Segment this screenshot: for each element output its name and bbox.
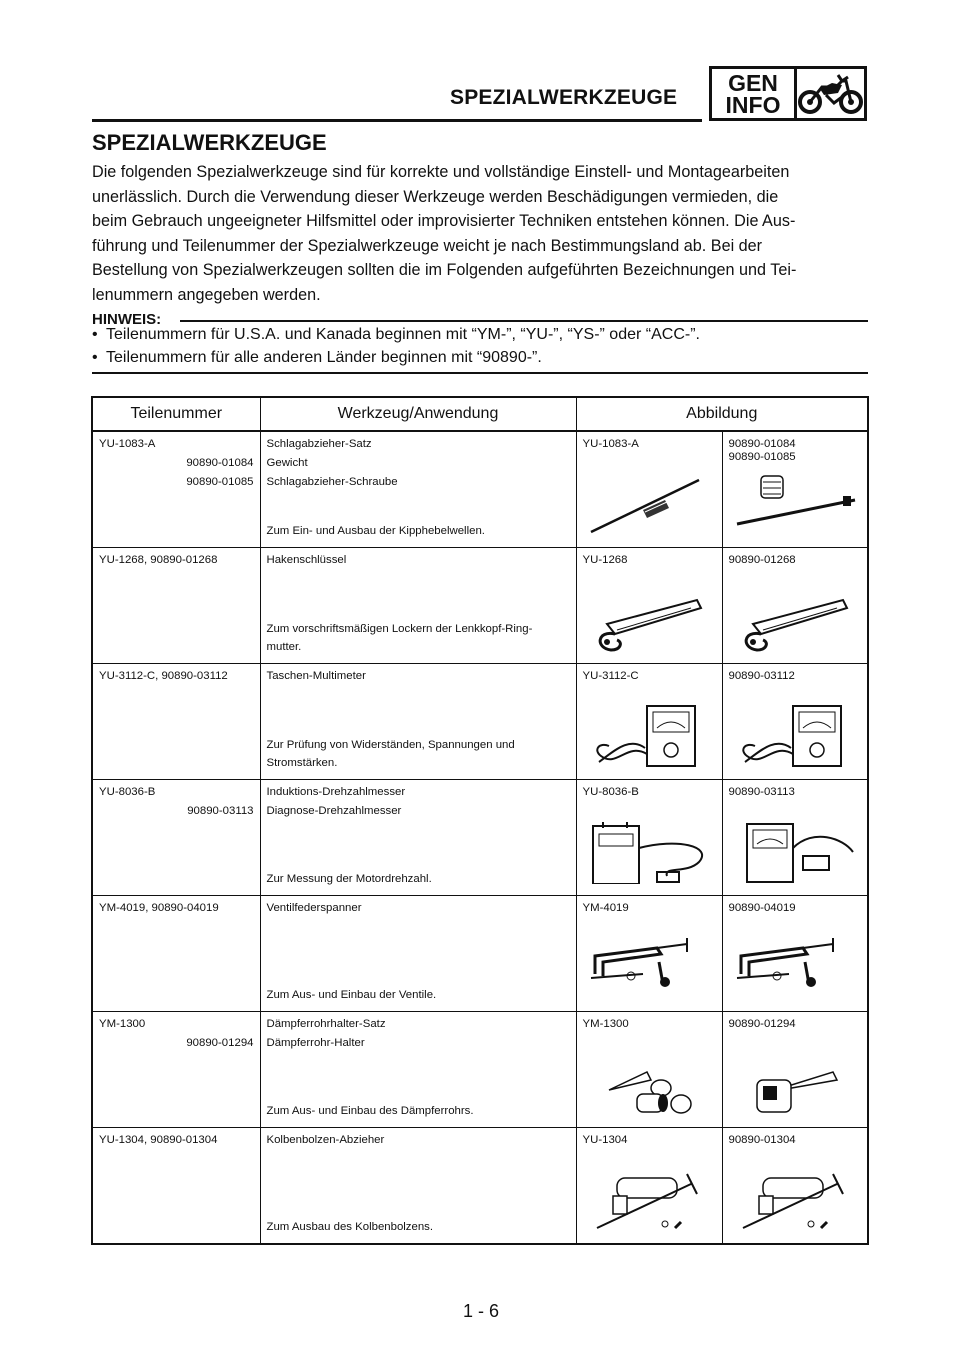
table-row	[92, 896, 868, 1012]
badge-line1: GEN	[728, 69, 778, 96]
figure-cell-us	[576, 548, 722, 664]
figure-part-number: YM-1300	[582, 1018, 629, 1030]
badge-text	[712, 69, 797, 118]
intro-line: unerlässlich. Durch die Verwendung dieser Werkzeuge werden Beschädigungen vermieden, die	[92, 187, 779, 206]
sub-part-number: 90890-01085	[186, 476, 254, 488]
part-number: YU-1304, 90890-01304	[99, 1134, 218, 1146]
note-end-rule	[92, 372, 868, 374]
part-number: YU-8036-B	[99, 786, 156, 798]
table-row	[92, 664, 868, 780]
tool-usage: Zur Prüfung von Widerständen, Spannungen und Stromstärken.	[266, 739, 515, 769]
part-number: YU-1083-A	[99, 438, 156, 450]
table-row	[92, 1012, 868, 1128]
figure-cell-us	[576, 1128, 722, 1245]
header-title: SPEZIALWERKZEUGE	[450, 86, 678, 109]
tool-cell	[260, 664, 576, 780]
tool-usage: Zum vorschriftsmäßigen Lockern der Lenkkopf-Ring- mutter.	[266, 623, 533, 653]
figure-cell-intl	[722, 780, 868, 896]
tool-illustration-icon	[733, 702, 859, 768]
table-row	[92, 1128, 868, 1245]
table-row	[92, 431, 868, 548]
sub-part-number: 90890-03113	[187, 805, 254, 817]
note-item: • Teilenummern für U.S.A. und Kanada beginnen mit “YM-”, “YU-”, “YS-” oder “ACC-”.	[92, 326, 700, 343]
tool-usage: Zum Aus- und Einbau des Dämpferrohrs.	[266, 1105, 474, 1117]
tool-illustration-icon	[587, 702, 713, 768]
part-number-cell	[92, 896, 260, 1012]
figure-cell-intl	[722, 548, 868, 664]
tool-cell	[260, 1012, 576, 1128]
tool-illustration-icon	[733, 1050, 859, 1116]
bullet-icon: •	[92, 349, 98, 366]
figure-cell-us	[576, 780, 722, 896]
sub-part-number: 90890-01084	[186, 457, 254, 469]
figure-cell-intl	[722, 896, 868, 1012]
figure-part-number: YU-1268	[582, 554, 628, 566]
figure-part-number: 90890-01294	[728, 1018, 796, 1030]
section-title: SPEZIALWERKZEUGE	[92, 130, 327, 155]
part-number-cell	[92, 780, 260, 896]
part-number: YM-4019, 90890-04019	[99, 902, 219, 914]
tool-name: Induktions-Drehzahlmesser	[266, 786, 406, 798]
part-number-cell	[92, 548, 260, 664]
part-number-cell	[92, 431, 260, 548]
figure-part-number: 90890-03113	[728, 786, 795, 798]
tool-name: Gewicht	[266, 457, 308, 469]
tool-name: Schlagabzieher-Schraube	[266, 476, 398, 488]
figure-part-number: YU-1304	[582, 1134, 628, 1146]
tool-name: Dämpferrohrhalter-Satz	[266, 1018, 386, 1030]
intro-line: führung und Teilenummer der Spezialwerkzeuge weicht je nach Bestimmungsland ab. Bei der	[92, 236, 763, 255]
figure-part-number: 90890-01268	[728, 554, 796, 566]
figure-part-number: YM-4019	[582, 902, 629, 914]
badge-line2: INFO	[725, 91, 781, 118]
header-rule	[92, 119, 702, 122]
part-number-cell	[92, 1128, 260, 1245]
table-header-row	[92, 397, 868, 431]
header-tool: Werkzeug/Anwendung	[260, 397, 576, 431]
figure-part-number: 90890-03112	[728, 670, 795, 682]
figure-cell-intl	[722, 1128, 868, 1245]
part-number-cell	[92, 664, 260, 780]
tool-cell	[260, 1128, 576, 1245]
note-rule	[180, 320, 868, 322]
tool-name: Diagnose-Drehzahlmesser	[266, 805, 402, 817]
gen-info-badge	[709, 66, 867, 121]
figure-part-number: 90890-01304	[728, 1134, 796, 1146]
special-tools-table	[91, 396, 869, 1245]
figure-cell-us	[576, 664, 722, 780]
tool-illustration-icon	[587, 818, 713, 884]
note-label: HINWEIS:	[92, 311, 162, 328]
tool-name: Schlagabzieher-Satz	[266, 438, 372, 450]
tool-illustration-icon	[587, 586, 713, 652]
tool-cell	[260, 780, 576, 896]
sub-part-number: 90890-01294	[186, 1037, 254, 1049]
figure-cell-intl	[722, 431, 868, 548]
intro-paragraph	[92, 160, 868, 308]
figure-cell-us	[576, 431, 722, 548]
table-row	[92, 548, 868, 664]
figure-part-number: YU-3112-C	[582, 670, 639, 682]
table-row	[92, 780, 868, 896]
part-number-cell	[92, 1012, 260, 1128]
part-number: YU-3112-C, 90890-03112	[99, 670, 228, 682]
figure-part-number: 90890-04019	[728, 902, 796, 914]
tool-name: Dämpferrohr-Halter	[266, 1037, 365, 1049]
tool-cell	[260, 431, 576, 548]
figure-cell-us	[576, 896, 722, 1012]
tool-name: Hakenschlüssel	[266, 554, 347, 566]
tool-illustration-icon	[587, 934, 713, 1000]
tool-cell	[260, 548, 576, 664]
figure-part-number: 90890-01084 90890-01085	[728, 438, 796, 463]
figure-part-number: YU-1083-A	[582, 438, 639, 450]
tool-illustration-icon	[587, 1050, 713, 1116]
part-number: YM-1300	[99, 1018, 146, 1030]
figure-part-number: YU-8036-B	[582, 786, 639, 798]
intro-line: Die folgenden Spezialwerkzeuge sind für korrekte und vollständige Einstell- und Montagearbeiten	[92, 163, 790, 181]
motorcycle-icon	[797, 69, 864, 118]
tool-name: Kolbenbolzen-Abzieher	[266, 1134, 385, 1146]
tool-illustration-icon	[733, 474, 859, 540]
bullet-icon: •	[92, 326, 98, 343]
figure-cell-us	[576, 1012, 722, 1128]
intro-line: Bestellung von Spezialwerkzeugen sollten die im Folgenden aufgeführten Bezeichnungen und Tei-	[92, 261, 797, 280]
page-number: 1 - 6	[463, 1301, 500, 1321]
intro-line: beim Gebrauch ungeeigneter Hilfsmittel oder improvisierter Techniken entstehen können. Die Aus-	[92, 212, 796, 231]
tool-usage: Zum Ausbau des Kolbenbolzens.	[266, 1221, 434, 1233]
tool-usage: Zum Ein- und Ausbau der Kipphebelwellen.	[266, 525, 485, 537]
tool-illustration-icon	[587, 470, 713, 536]
figure-cell-intl	[722, 664, 868, 780]
tool-usage: Zum Aus- und Einbau der Ventile.	[266, 989, 437, 1001]
note-item: • Teilenummern für alle anderen Länder beginnen mit “90890-”.	[92, 349, 542, 366]
tool-illustration-icon	[587, 1166, 713, 1232]
tool-name: Ventilfederspanner	[266, 902, 362, 914]
intro-line: lenummern angegeben werden.	[92, 285, 321, 304]
tool-illustration-icon	[733, 934, 859, 1000]
tool-illustration-icon	[733, 586, 859, 652]
tool-illustration-icon	[733, 1166, 859, 1232]
part-number: YU-1268, 90890-01268	[99, 554, 218, 566]
tool-name: Taschen-Multimeter	[266, 670, 366, 682]
header-part-number: Teilenummer	[92, 397, 260, 431]
figure-cell-intl	[722, 1012, 868, 1128]
tool-usage: Zur Messung der Motordrehzahl.	[266, 873, 432, 885]
tool-cell	[260, 896, 576, 1012]
tool-illustration-icon	[733, 818, 859, 884]
header-figure: Abbildung	[576, 397, 868, 431]
